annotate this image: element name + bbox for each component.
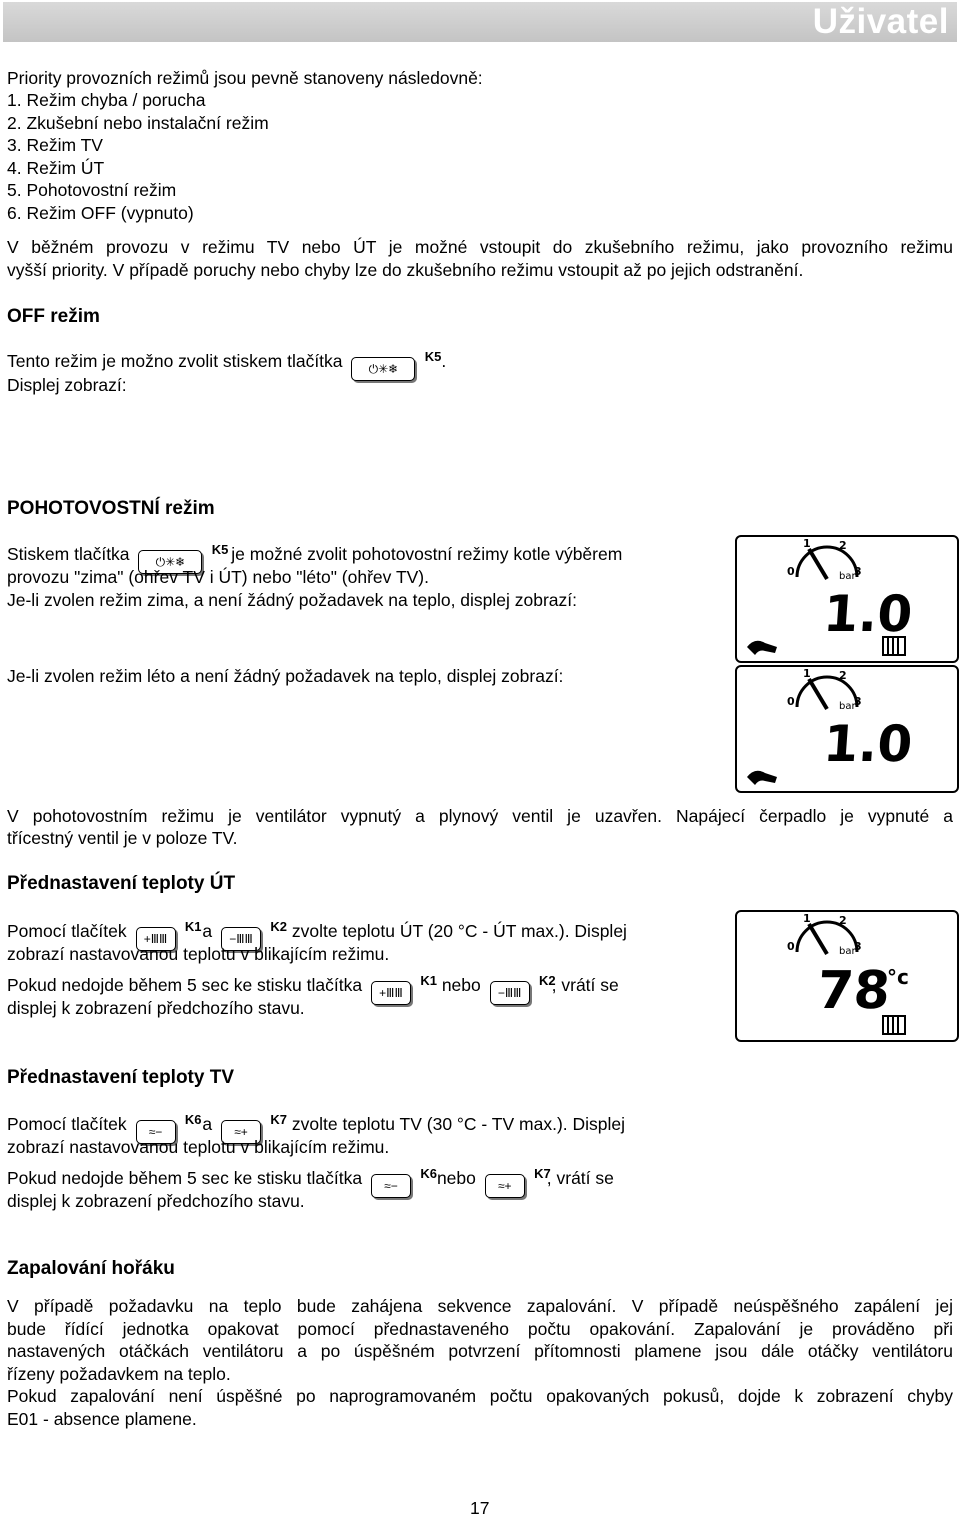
preset-dhw-l1-c: zvolte teplotu TV (30 °C - TV max.). Displej [291,1114,626,1134]
intro-lead: Priority provozních režimů jsou pevně stanoveny následovně: [7,68,483,88]
priority-item-6: 6. Režim OFF (vypnuto) [7,203,194,223]
gauge-tick-3: 3 [854,695,862,708]
lcd-ch-svg [737,912,957,1040]
header-bar [3,2,957,42]
page-number: 17 [470,1498,490,1518]
k1-label: K1 [184,919,202,934]
gauge-tick-2: 2 [839,539,847,552]
k6-label: K6 [184,1112,202,1127]
lcd-winter-svg [737,537,957,661]
off-heading: OFF režim [7,306,100,327]
standby-heading: POHOTOVOSTNÍ režim [7,498,215,519]
k2-icon: −ⅢⅢ [490,981,530,1005]
gauge-tick-2: 2 [839,914,847,927]
k2-icon: −ⅢⅢ [221,927,261,951]
off-line2: Displej zobrazí: [7,375,127,395]
ignition-heading: Zapalování hořáku [7,1258,175,1279]
k1-label: K1 [420,973,437,988]
standby-line3: Je-li zvolen režim zima, a není žádný požadavek na teplo, displej zobrazí: [7,590,578,610]
gauge-tick-3: 3 [854,565,862,578]
lcd-pressure-value: 1.0 [821,585,915,643]
preset-dhw-l3-c: , vrátí se [546,1168,614,1188]
k7-label: K7 [534,1166,551,1181]
pressure-gauge-needle [809,549,827,579]
preset-ch-line2: zobrazí nastavovanou teplotu v blikajícím režimu. [7,944,390,964]
preset-ch-l3-a: Pokud nedojde během 5 sec ke stisku tlačítka [7,975,363,995]
preset-ch-l3-b: nebo [441,975,481,995]
preset-ch-l3-c: , vrátí se [551,975,619,995]
k2-label: K2 [270,919,287,934]
lcd-ch-temperature-unit: °c [887,965,909,989]
k5-label: K5 [424,349,442,364]
preset-dhw-l3-a: Pokud nedojde během 5 sec ke stisku tlačítka [7,1168,363,1188]
k1-button [371,973,437,1005]
lcd-winter-display [735,535,959,663]
gauge-tick-0: 0 [787,940,795,953]
priority-item-5: 5. Pohotovostní režim [7,180,177,200]
preset-ch-l1-c: zvolte teplotu ÚT (20 °C - ÚT max.). Displej [291,921,627,941]
lcd-ch-temperature-value: 78 [815,961,892,1021]
k5-button [351,349,442,381]
k6-label: K6 [420,1166,437,1181]
gauge-tick-2: 2 [839,669,847,682]
preset-dhw-l1-a: Pomocí tlačítek [7,1114,127,1134]
gauge-tick-3: 3 [854,940,862,953]
gauge-tick-1: 1 [803,912,811,925]
gauge-unit: bar [839,571,856,582]
priority-item-3: 3. Režim TV [7,135,103,155]
preset-ch-line4: displej k zobrazení předchozího stavu. [7,998,305,1018]
standby-line1-a: Stiskem tlačítka [7,544,130,564]
gauge-tick-0: 0 [787,565,795,578]
standby-line2: provozu "zima" (ohřev TV i ÚT) nebo "léto" (ohřev TV). [7,567,429,587]
k7-icon: ≈+ [221,1120,261,1144]
k5-icon: ⏻✳❄ [138,550,202,574]
standby-paragraph-line2: třícestný ventil je v poloze TV. [7,828,238,848]
standby-line1-b: je možné zvolit pohotovostní režimy kotle výběrem [231,544,623,564]
preset-dhw-line2: zobrazí nastavovanou teplotu v blikajícím režimu. [7,1137,390,1157]
off-line1-end: . [441,351,447,371]
pressure-gauge-needle [809,679,827,709]
ignition-line6: E01 - absence plamene. [7,1409,197,1429]
k2-label: K2 [539,973,556,988]
gauge-tick-1: 1 [803,667,811,680]
intro-paragraph-line2: vyšší priority. V případě poruchy nebo chyby lze do zkušebního režimu vstoupit až po jejich odstranění. [7,260,804,280]
k6-button [371,1166,437,1198]
preset-dhw-line4: displej k zobrazení předchozího stavu. [7,1191,305,1211]
preset-ch-l1-b: a [202,921,213,941]
k5-icon: ⏻✳❄ [351,357,415,381]
priority-item-4: 4. Režim ÚT [7,158,105,178]
standby-line4: Je-li zvolen režim léto a není žádný požadavek na teplo, displej zobrazí: [7,666,564,686]
priority-item-2: 2. Zkušební nebo instalační režim [7,113,269,133]
ignition-line3: nastavených otáčkách ventilátoru a po úspěšném potvrzení přítomnosti plamene jsou dále otáčky ventilátoru [7,1341,953,1361]
tap-icon [747,641,777,655]
priority-item-1: 1. Režim chyba / porucha [7,90,206,110]
gauge-unit: bar [839,946,856,957]
lcd-pressure-value: 1.0 [821,715,915,773]
k1-icon: +ⅢⅢ [136,927,176,951]
k2-button [490,973,556,1005]
preset-dhw-l3-b: nebo [436,1168,476,1188]
header-title: Uživatel [812,2,949,41]
preset-ch-heading: Přednastavení teploty ÚT [7,873,236,894]
intro-paragraph-line1: V běžném provozu v režimu TV nebo ÚT je možné vstoupit do zkušebního režimu, jako provozního režimu [7,237,953,257]
off-line1-text: Tento režim je možno zvolit stiskem tlačítka [7,351,343,371]
ignition-line2: bude řídící jednotka opakovat pomocí přednastaveného počtu opakování. Zapalování je prováděno při [7,1319,953,1339]
k7-button [485,1166,551,1198]
preset-ch-l1-a: Pomocí tlačítek [7,921,127,941]
ignition-line5: Pokud zapalování není úspěšné po naprogramovaném počtu opakovaných pokusů, dojde k zobrazení chyby [7,1386,953,1406]
standby-paragraph-line1: V pohotovostním režimu je ventilátor vypnutý a plynový ventil je uzavřen. Napájecí čerpadlo je vypnuté a [7,806,953,826]
gauge-tick-1: 1 [803,537,811,550]
k7-icon: ≈+ [485,1174,525,1198]
tap-icon [747,771,777,785]
ignition-line1: V případě požadavku na teplo bude zahájena sekvence zapalování. V případě neúspěšného zapálení jej [7,1296,953,1316]
k1-icon: +ⅢⅢ [371,981,411,1005]
k5-label: K5 [211,542,229,557]
k6-icon: ≈− [371,1174,411,1198]
preset-dhw-heading: Přednastavení teploty TV [7,1067,235,1088]
lcd-summer-display [735,665,959,793]
gauge-unit: bar [839,701,856,712]
ignition-line4: řízeny požadavkem na teplo. [7,1364,231,1384]
lcd-summer-svg [737,667,957,791]
gauge-tick-0: 0 [787,695,795,708]
k6-icon: ≈− [136,1120,176,1144]
pressure-gauge-needle [809,924,827,954]
lcd-ch-temperature-display [735,910,959,1042]
k7-label: K7 [270,1112,287,1127]
preset-dhw-l1-b: a [202,1114,213,1134]
